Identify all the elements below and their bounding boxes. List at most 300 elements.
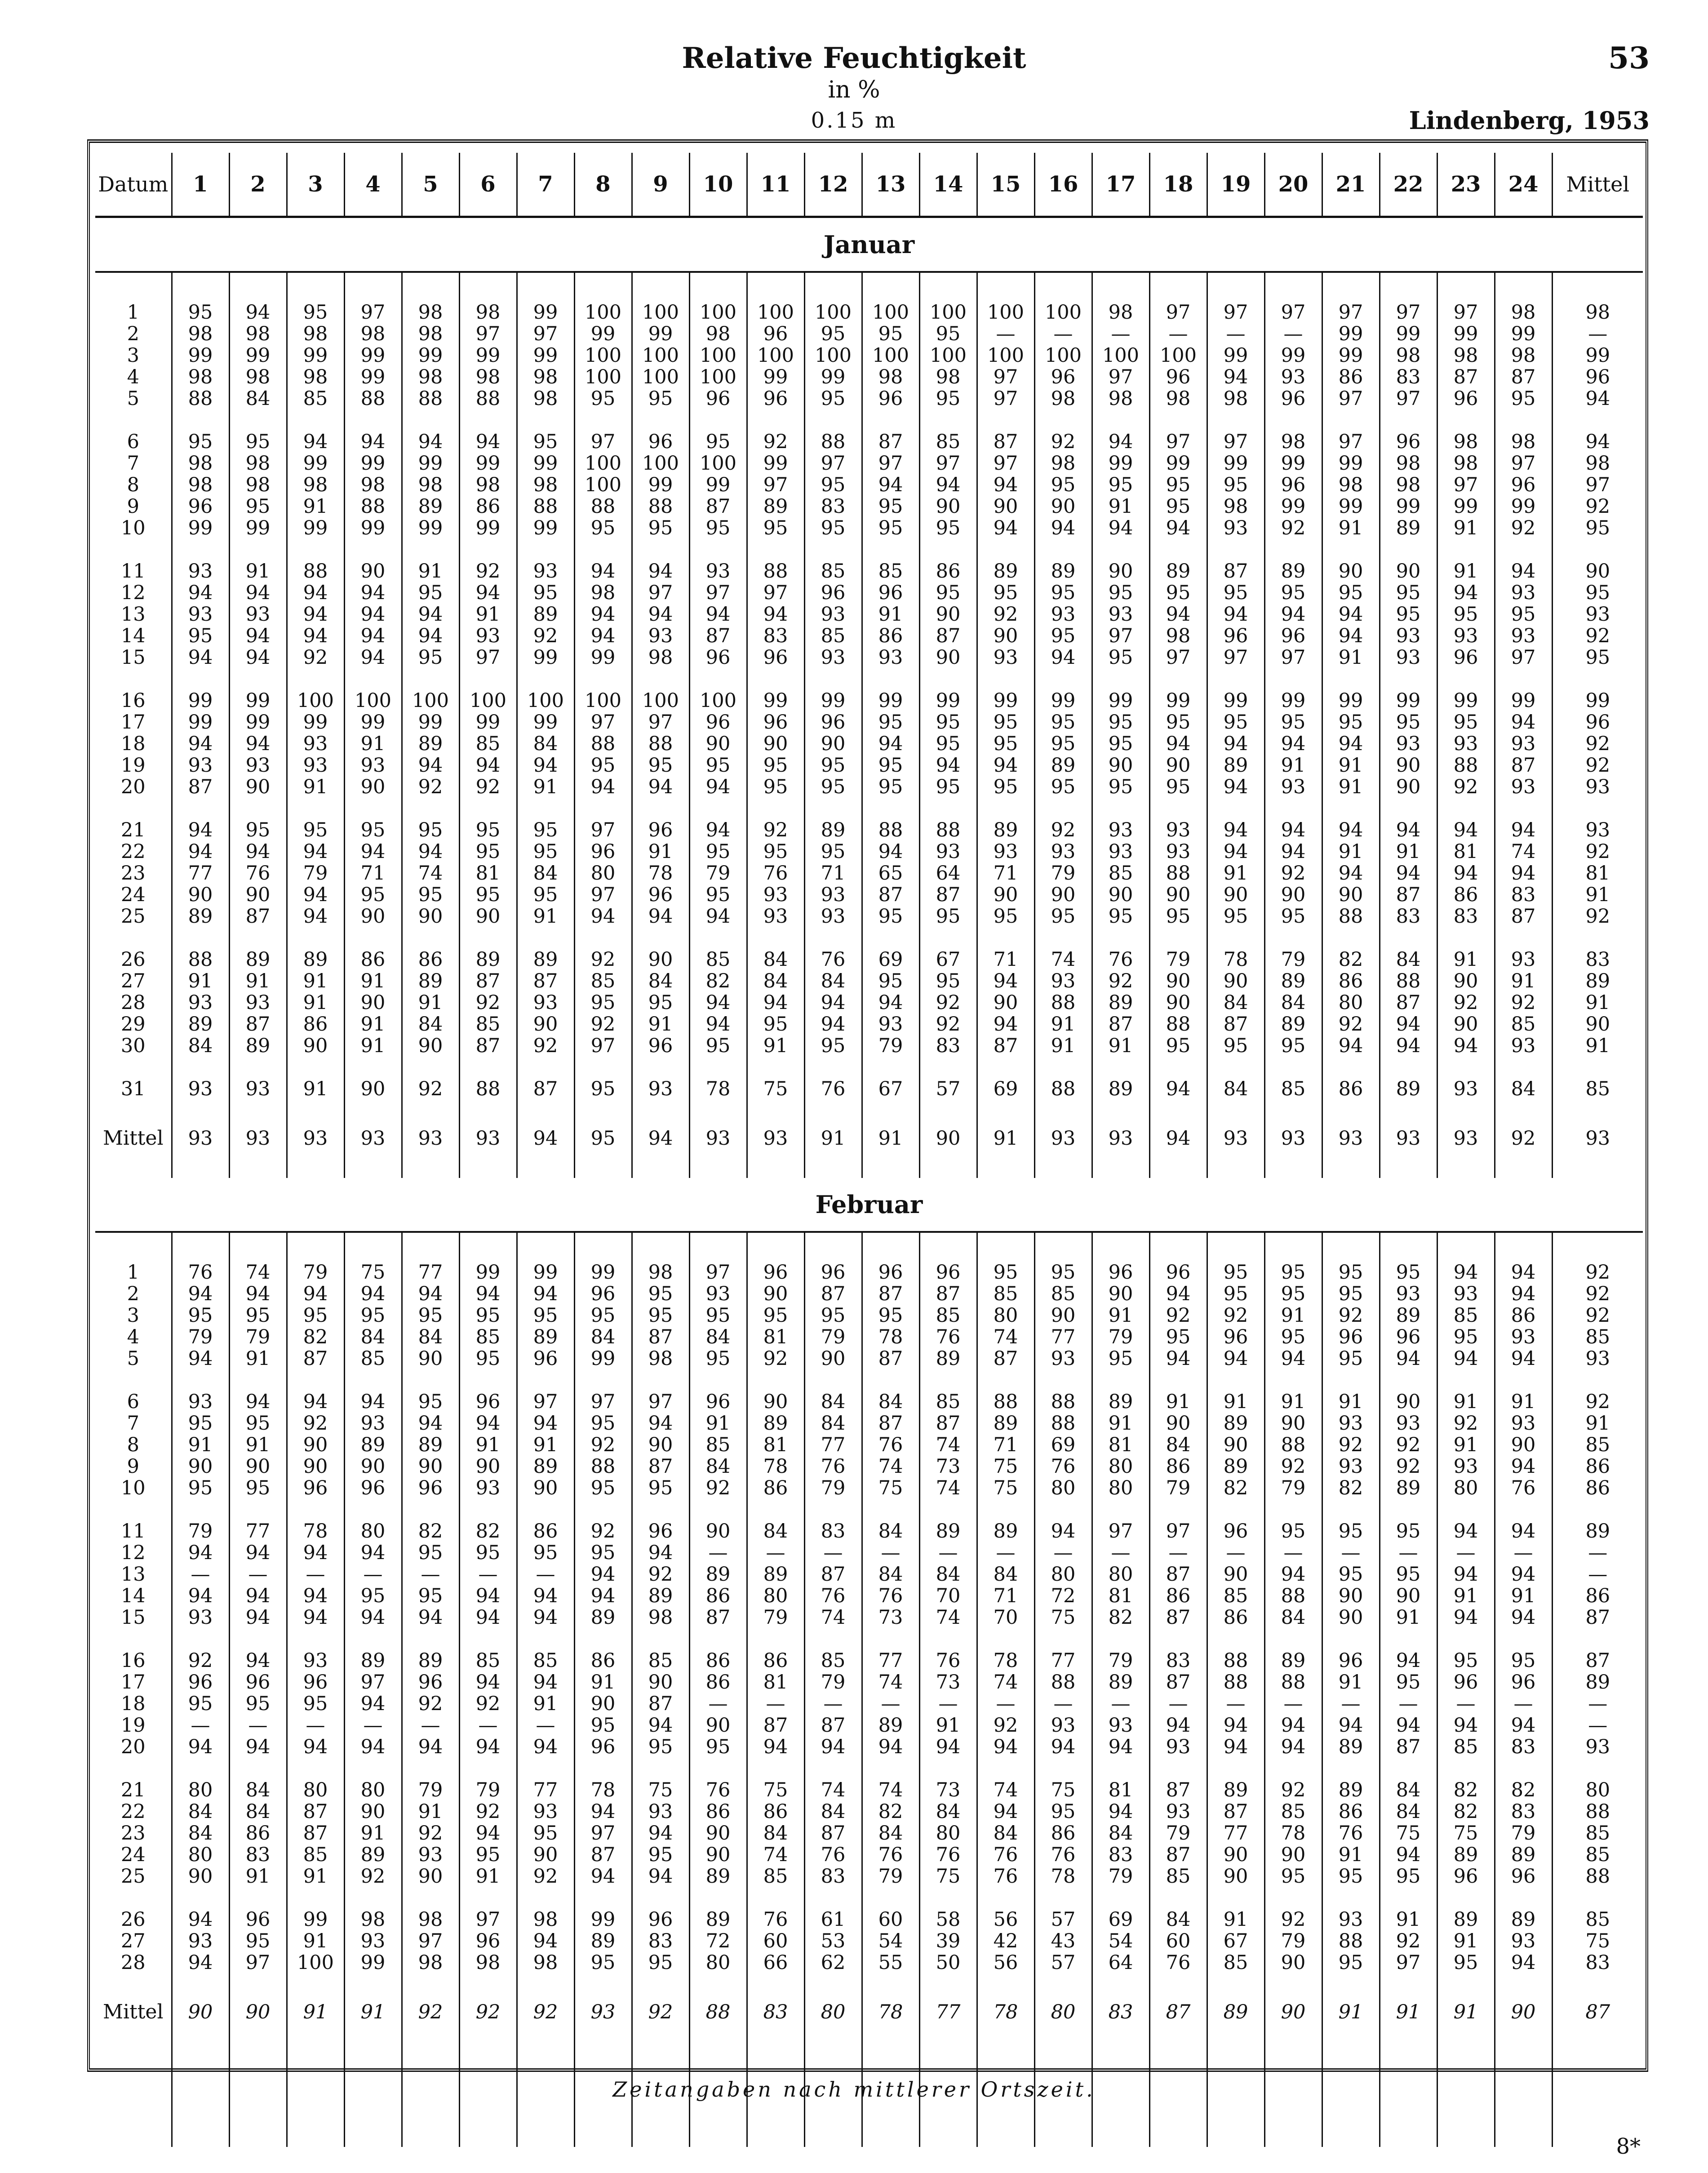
value-cell: 92 — [747, 431, 804, 453]
column-header: 19 — [1207, 153, 1264, 217]
value-cell: 99 — [1380, 323, 1437, 345]
spacer-cell — [402, 1887, 459, 1909]
value-cell: 99 — [1495, 323, 1552, 345]
spacer-cell — [1322, 1887, 1380, 1909]
value-cell: 94 — [402, 1607, 459, 1628]
column-header: 21 — [1322, 153, 1380, 217]
value-cell: 94 — [689, 819, 747, 841]
table-row — [95, 1456, 1643, 1477]
value-cell: 90 — [1380, 560, 1437, 582]
value-cell: 84 — [229, 1779, 287, 1801]
value-cell: 61 — [804, 1909, 862, 1930]
value-cell: 95 — [747, 517, 804, 539]
value-cell: 80 — [574, 862, 632, 884]
spacer-cell — [689, 1758, 747, 1779]
value-cell: 95 — [689, 1305, 747, 1326]
value-cell: 94 — [402, 1413, 459, 1434]
value-cell: 98 — [1585, 301, 1610, 324]
value-cell: 90 — [344, 1801, 402, 1822]
value-cell: 88 — [1585, 1865, 1610, 1888]
value-cell: 93 — [977, 841, 1034, 862]
value-cell: 97 — [1149, 647, 1207, 668]
value-cell: 95 — [1149, 1035, 1207, 1057]
value-cell: 94 — [977, 517, 1034, 539]
value-cell: 84 — [1149, 1434, 1207, 1456]
value-cell: 79 — [1264, 949, 1322, 970]
value-cell: 95 — [229, 1305, 287, 1326]
value-cell: 84 — [344, 1326, 402, 1348]
spacer-cell — [344, 1232, 402, 1262]
value-cell: 91 — [1092, 1413, 1149, 1434]
value-cell: 76 — [804, 1585, 862, 1607]
column-header: 24 — [1495, 153, 1552, 217]
value-cell: 93 — [1034, 1715, 1092, 1736]
value-cell: 56 — [977, 1952, 1034, 1973]
spacer-cell — [689, 1887, 747, 1909]
spacer-cell — [919, 1887, 977, 1909]
value-cell: 95 — [1322, 1520, 1380, 1542]
value-cell: 94 — [1495, 1607, 1552, 1628]
value-cell: 79 — [1264, 1930, 1322, 1952]
value-cell: 95 — [862, 776, 919, 798]
table-row — [95, 1866, 1643, 1887]
value-cell: 89 — [689, 1564, 747, 1585]
value-cell: 86 — [1322, 1078, 1380, 1100]
spacer-cell — [862, 409, 919, 431]
value-cell: 84 — [804, 1391, 862, 1413]
value-cell: 85 — [804, 1650, 862, 1671]
value-cell: 97 — [1380, 1952, 1437, 1973]
value-cell: 87 — [1149, 1564, 1207, 1585]
value-cell: 98 — [1495, 302, 1552, 323]
value-cell: 87 — [804, 1564, 862, 1585]
spacer-cell — [229, 1100, 287, 1120]
value-cell: 93 — [459, 1477, 517, 1499]
table-row — [95, 1607, 1643, 1628]
value-cell: 84 — [804, 970, 862, 992]
value-cell: 74 — [804, 1607, 862, 1628]
value-cell: 92 — [172, 1650, 229, 1671]
value-cell: 74 — [977, 1779, 1034, 1801]
day-label: 24 — [95, 884, 172, 906]
value-cell: 92 — [1380, 1456, 1437, 1477]
value-cell: 91 — [1092, 1305, 1149, 1326]
value-cell: 95 — [287, 1693, 344, 1715]
table-row — [95, 690, 1643, 711]
value-cell: 93 — [1380, 1413, 1437, 1434]
value-cell: 94 — [1322, 1035, 1380, 1057]
value-cell: 85 — [1495, 1013, 1552, 1035]
value-cell: 97 — [747, 474, 804, 496]
mean-value: 93 — [402, 1120, 459, 1161]
value-cell: 90 — [747, 1391, 804, 1413]
value-cell: 87 — [919, 1413, 977, 1434]
spacer-cell — [632, 1232, 689, 1262]
table-row — [95, 1650, 1643, 1671]
value-cell: 69 — [862, 949, 919, 970]
mean-row — [95, 1994, 1643, 2035]
value-cell: 70 — [977, 1607, 1034, 1628]
value-cell: — — [747, 1542, 804, 1564]
value-cell: 95 — [1207, 474, 1264, 496]
spacer-cell — [632, 1628, 689, 1650]
value-cell: 85 — [1437, 1305, 1495, 1326]
value-cell: 95 — [1380, 1866, 1437, 1887]
value-cell: 92 — [977, 604, 1034, 625]
value-cell: 98 — [517, 366, 574, 388]
value-cell: 93 — [1495, 1326, 1552, 1348]
value-cell: 92 — [574, 1013, 632, 1035]
value-cell: 90 — [402, 1456, 459, 1477]
value-cell: 95 — [1264, 1262, 1322, 1283]
spacer-cell — [1264, 1887, 1322, 1909]
spacer-cell — [919, 1973, 977, 1994]
value-cell: 95 — [919, 906, 977, 927]
spacer-cell — [574, 1232, 632, 1262]
value-cell: 92 — [1149, 1305, 1207, 1326]
value-cell: 87 — [287, 1822, 344, 1844]
day-label: 23 — [95, 862, 172, 884]
value-cell: 90 — [1264, 1952, 1322, 1973]
spacer-cell — [95, 539, 172, 560]
value-cell: 91 — [747, 1035, 804, 1057]
spacer-cell — [1495, 1758, 1552, 1779]
value-cell: 89 — [1380, 1477, 1437, 1499]
value-cell: 95 — [919, 582, 977, 604]
value-cell: 94 — [517, 1413, 574, 1434]
value-cell: 94 — [574, 560, 632, 582]
value-cell: 82 — [1495, 1779, 1552, 1801]
value-cell: 91 — [229, 560, 287, 582]
value-cell: 75 — [632, 1779, 689, 1801]
value-cell: 94 — [862, 841, 919, 862]
value-cell: 94 — [1495, 1520, 1552, 1542]
value-cell: 87 — [1207, 1801, 1264, 1822]
value-cell: 99 — [1207, 453, 1264, 474]
mean-value: 91 — [862, 1120, 919, 1161]
value-cell: 89 — [1034, 560, 1092, 582]
value-cell: 90 — [804, 733, 862, 755]
value-cell: 99 — [287, 1909, 344, 1930]
value-cell: 88 — [574, 1456, 632, 1477]
value-cell: 95 — [459, 841, 517, 862]
value-cell: 89 — [977, 560, 1034, 582]
spacer-row — [95, 1499, 1643, 1520]
value-cell: 93 — [689, 1283, 747, 1305]
month-heading: Februar — [95, 1178, 1643, 1232]
spacer-cell — [1552, 798, 1643, 819]
table-row — [95, 1844, 1643, 1866]
value-cell: 95 — [459, 1305, 517, 1326]
value-cell: 82 — [287, 1326, 344, 1348]
table-row — [95, 366, 1643, 388]
value-cell: 95 — [1264, 1520, 1322, 1542]
spacer-cell — [95, 1100, 172, 1120]
mean-value: 93 — [1207, 1120, 1264, 1161]
value-cell: 100 — [862, 345, 919, 366]
value-cell: 92 — [459, 992, 517, 1013]
spacer-cell — [1380, 668, 1437, 690]
value-cell: 90 — [402, 1348, 459, 1369]
value-cell: 79 — [1264, 1477, 1322, 1499]
value-cell: 94 — [1437, 1520, 1495, 1542]
spacer-cell — [1437, 272, 1495, 302]
spacer-cell — [1264, 272, 1322, 302]
value-cell: 87 — [919, 1283, 977, 1305]
value-cell: 94 — [172, 1348, 229, 1369]
value-cell: 86 — [1585, 1477, 1610, 1499]
value-cell: 77 — [229, 1520, 287, 1542]
value-cell: 75 — [1585, 1930, 1610, 1952]
value-cell: 92 — [1585, 733, 1610, 755]
spacer-cell — [459, 409, 517, 431]
value-cell: 97 — [862, 453, 919, 474]
value-cell: 100 — [632, 302, 689, 323]
value-cell: 85 — [1585, 1844, 1610, 1866]
spacer-cell — [1092, 272, 1149, 302]
value-cell: 94 — [804, 992, 862, 1013]
value-cell: 96 — [1264, 388, 1322, 409]
value-cell: 93 — [1495, 625, 1552, 647]
value-cell: 94 — [632, 906, 689, 927]
value-cell: 94 — [287, 625, 344, 647]
spacer-cell — [1495, 409, 1552, 431]
spacer-cell — [459, 1973, 517, 1994]
value-cell: 95 — [344, 884, 402, 906]
value-cell: 79 — [1149, 1822, 1207, 1844]
spacer-cell — [747, 1887, 804, 1909]
value-cell: 96 — [287, 1477, 344, 1499]
value-cell: 97 — [1207, 431, 1264, 453]
value-cell: 95 — [632, 388, 689, 409]
value-cell: 89 — [1495, 1909, 1552, 1930]
spacer-cell — [632, 409, 689, 431]
table-row — [95, 431, 1643, 453]
value-cell: 75 — [1437, 1822, 1495, 1844]
value-cell: 84 — [1149, 1909, 1207, 1930]
value-cell: 88 — [172, 949, 229, 970]
spacer-row — [95, 539, 1643, 560]
value-cell: 94 — [977, 1801, 1034, 1822]
spacer-cell — [287, 1057, 344, 1078]
value-cell: 94 — [402, 1283, 459, 1305]
value-cell: 94 — [459, 1585, 517, 1607]
value-cell: 97 — [402, 1930, 459, 1952]
value-cell: 92 — [1322, 1013, 1380, 1035]
day-label: 28 — [95, 1952, 172, 1973]
day-label: 15 — [95, 1607, 172, 1628]
spacer-cell — [862, 1057, 919, 1078]
value-cell: 96 — [1207, 625, 1264, 647]
mean-value: 94 — [517, 1120, 574, 1161]
day-label: 8 — [95, 1434, 172, 1456]
spacer-cell — [172, 1100, 229, 1120]
value-cell: 95 — [459, 884, 517, 906]
value-cell: 88 — [1034, 992, 1092, 1013]
spacer-cell — [1207, 668, 1264, 690]
value-cell: 94 — [229, 302, 287, 323]
value-cell: 91 — [402, 992, 459, 1013]
value-cell: 93 — [1034, 970, 1092, 992]
spacer-row — [95, 1887, 1643, 1909]
value-cell: 71 — [977, 949, 1034, 970]
value-cell: 93 — [632, 1801, 689, 1822]
value-cell: — — [1207, 1542, 1264, 1564]
spacer-cell — [172, 1973, 229, 1994]
spacer-cell — [689, 272, 747, 302]
value-cell: 90 — [1092, 755, 1149, 776]
value-cell: 90 — [977, 496, 1034, 517]
spacer-cell — [1437, 927, 1495, 949]
value-cell: 95 — [689, 755, 747, 776]
spacer-cell — [574, 1100, 632, 1120]
value-cell: 91 — [287, 1930, 344, 1952]
value-cell: 88 — [1149, 862, 1207, 884]
value-cell: 74 — [402, 862, 459, 884]
value-cell: 85 — [517, 1650, 574, 1671]
spacer-cell — [459, 1057, 517, 1078]
value-cell: 82 — [1322, 949, 1380, 970]
value-cell: 90 — [1034, 884, 1092, 906]
spacer-cell — [1207, 798, 1264, 819]
value-cell: 91 — [1149, 1391, 1207, 1413]
day-label: 9 — [95, 496, 172, 517]
value-cell: 91 — [1034, 1035, 1092, 1057]
value-cell: 96 — [632, 431, 689, 453]
value-cell: 94 — [1495, 1262, 1552, 1283]
value-cell: 99 — [1322, 323, 1380, 345]
value-cell: 98 — [517, 1952, 574, 1973]
value-cell: 95 — [1437, 1650, 1495, 1671]
value-cell: 95 — [402, 1305, 459, 1326]
mean-value: 93 — [574, 1994, 632, 2035]
value-cell: 92 — [287, 1413, 344, 1434]
mean-value: 91 — [1322, 1994, 1380, 2035]
value-cell: 92 — [517, 625, 574, 647]
value-cell: 81 — [459, 862, 517, 884]
value-cell: 78 — [1034, 1866, 1092, 1887]
value-cell: 100 — [804, 302, 862, 323]
value-cell: 95 — [344, 819, 402, 841]
value-cell: 93 — [229, 992, 287, 1013]
value-cell: 89 — [747, 1413, 804, 1434]
value-cell: 95 — [517, 1305, 574, 1326]
table-row — [95, 906, 1643, 927]
value-cell: 100 — [977, 302, 1034, 323]
value-cell: 99 — [344, 711, 402, 733]
spacer-cell — [1322, 1057, 1380, 1078]
spacer-cell — [574, 668, 632, 690]
table-row — [95, 1413, 1643, 1434]
value-cell: 93 — [229, 1078, 287, 1100]
value-cell: 93 — [862, 647, 919, 668]
value-cell: 91 — [459, 1434, 517, 1456]
value-cell: 93 — [919, 841, 977, 862]
value-cell: 89 — [172, 1013, 229, 1035]
value-cell: 95 — [1322, 711, 1380, 733]
day-label: 25 — [95, 906, 172, 927]
spacer-cell — [402, 1628, 459, 1650]
value-cell: 95 — [689, 1035, 747, 1057]
value-cell: 95 — [977, 776, 1034, 798]
value-cell: 94 — [1034, 647, 1092, 668]
value-cell: 94 — [229, 1542, 287, 1564]
value-cell: 94 — [1264, 1736, 1322, 1758]
value-cell: 98 — [1092, 302, 1149, 323]
value-cell: 88 — [632, 496, 689, 517]
value-cell: 93 — [1495, 582, 1552, 604]
spacer-cell — [344, 668, 402, 690]
value-cell: 95 — [1207, 1262, 1264, 1283]
value-cell: 89 — [229, 949, 287, 970]
value-cell: 84 — [862, 1564, 919, 1585]
mean-value: 91 — [344, 1994, 402, 2035]
value-cell: 89 — [517, 949, 574, 970]
spacer-cell — [1207, 1758, 1264, 1779]
spacer-cell — [1092, 1369, 1149, 1391]
spacer-cell — [1552, 1057, 1643, 1078]
spacer-cell — [1322, 1973, 1380, 1994]
value-cell: 99 — [229, 345, 287, 366]
day-label: 4 — [95, 366, 172, 388]
value-cell: 95 — [229, 431, 287, 453]
value-cell: 87 — [1495, 906, 1552, 927]
value-cell: 94 — [747, 604, 804, 625]
value-cell: 62 — [804, 1952, 862, 1973]
spacer-cell — [574, 1499, 632, 1520]
value-cell: 94 — [287, 1607, 344, 1628]
value-cell: 96 — [632, 819, 689, 841]
value-cell: 99 — [287, 711, 344, 733]
value-cell: 84 — [402, 1013, 459, 1035]
table-row — [95, 992, 1643, 1013]
value-cell: 94 — [632, 1866, 689, 1887]
value-cell: 95 — [1495, 388, 1552, 409]
value-cell: — — [1588, 1542, 1608, 1564]
value-cell: 85 — [689, 949, 747, 970]
spacer-cell — [632, 1887, 689, 1909]
value-cell: 75 — [1034, 1607, 1092, 1628]
spacer-cell — [172, 1758, 229, 1779]
value-cell: 72 — [1034, 1585, 1092, 1607]
value-cell: 100 — [574, 366, 632, 388]
value-cell: 95 — [1092, 776, 1149, 798]
value-cell: 97 — [977, 366, 1034, 388]
value-cell: 96 — [229, 1671, 287, 1693]
spacer-cell — [172, 409, 229, 431]
value-cell: 97 — [574, 884, 632, 906]
value-cell: 86 — [689, 1650, 747, 1671]
value-cell: — — [804, 1693, 862, 1715]
spacer-cell — [1034, 1100, 1092, 1120]
value-cell: 95 — [862, 323, 919, 345]
value-cell: 95 — [862, 517, 919, 539]
spacer-cell — [229, 1057, 287, 1078]
day-label: 4 — [95, 1326, 172, 1348]
spacer-cell — [1322, 668, 1380, 690]
value-cell: 95 — [804, 1035, 862, 1057]
value-cell: 98 — [1092, 388, 1149, 409]
value-cell: 100 — [862, 302, 919, 323]
mean-value: 78 — [977, 1994, 1034, 2035]
value-cell: 91 — [287, 1866, 344, 1887]
spacer-cell — [1552, 409, 1643, 431]
value-cell: — — [1495, 1693, 1552, 1715]
value-cell: 84 — [1380, 949, 1437, 970]
value-cell: 88 — [1034, 1671, 1092, 1693]
value-cell: 98 — [517, 474, 574, 496]
value-cell: 85 — [977, 1283, 1034, 1305]
